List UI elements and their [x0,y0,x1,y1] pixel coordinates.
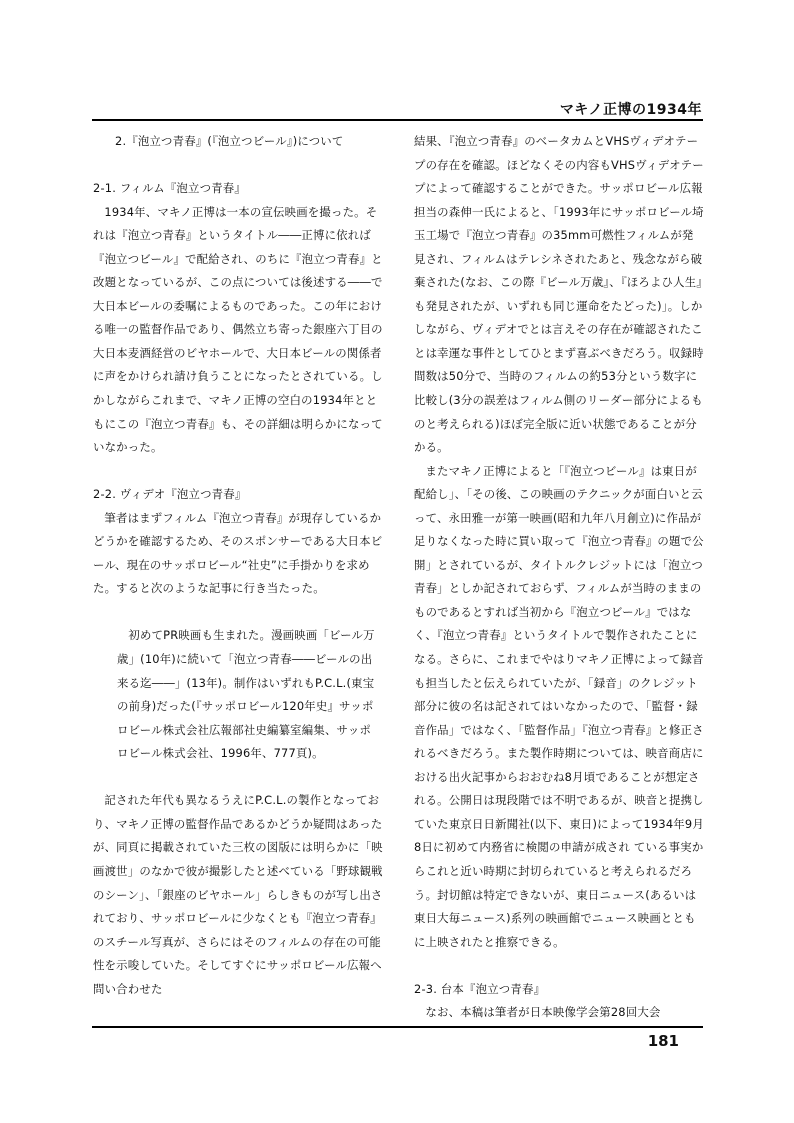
paragraph-2-3: なお、本稿は筆者が日本映像学会第28回大会 [425,1005,661,1020]
subsection-heading-2-1: 2-1. フィルム『泡立つ青春』 [93,181,246,196]
paragraph-2-1: 1934年、マキノ正博は一本の宣伝映画を撮った。それは『泡立つ青春』というタイトル――正博に依れば『泡立つビール』で配給され、のちに『泡立つ青春』と改題となっているが、この点については後述する――で大日本ビールの委嘱によるものであった。この年における唯一の監督作品であり、偶然立ち寄った銀座六丁目の大日本麦酒経営のビヤホールで、大日本ビールの関係者に声をかけられ請け負うことになったとされている。しかしながらこれまで、マキノ正博の空白の1934年とともにこの『泡立つ青春』も、その詳細は明らかになっていなかった。 [93,204,383,455]
block-quote [93,624,383,765]
header-rule [92,119,703,121]
right-column [414,130,704,1025]
footer-rule [92,1026,703,1028]
paragraph-distribution: またマキノ正博によると「『泡立つビール』は東日が配給し」、「その後、この映画のテクニックが面白いと云って、永田雅一が第一映画(昭和九年八月創立)に作品が足りなくなった時に買い取って『泡立つ青春』の題で公開」とされているが、タイトルクレジットには「泡立つ青春」としか記されておらず、フィルムが当時のままのものであるとすれば当初から『泡立つビール』ではなく、『泡立つ青春』というタイトルで製作されたことになる。さらに、これまでやはりマキノ正博によって録音も担当したと伝えられていたが、「録音」のクレジット部分に彼の名は記されてはいなかったので、「監督・録音作品」ではなく、「監督作品」『泡立つ青春』と修正されるべきだろう。また製作時期については、映音商店における出火記事からおおむね8月頃であることが想定される。公開日は現段階では不明であるが、映音と提携していた東京日日新聞社(以下、東日)によって1934年9月8日に初めて内務省に検閲の申請が成され ている事実からこれと近い時期に封切られていると考えられるだろう。封切館は特定できないが、東日ニュース(あるいは東日大毎ニュース)系列の映画館でニュース映画とともに上映されたと推察できる。 [414,463,704,949]
paragraph-2-2: 筆者はまずフィルム『泡立つ青春』が現存しているかどうかを確認するため、そのスポンサーである大日本ビール、現在のサッポロビール“社史”に手掛かりを求めた。すると次のような記事に行き当たった。 [93,510,383,596]
paragraph-continued: 結果、『泡立つ青春』のベータカムとVHSヴィデオテープの存在を確認。ほどなくその内容もVHSヴィデオテープによって確認することができた。サッポロビール広報担当の森伸一氏によると、「1993年にサッポロビール埼玉工場で『泡立つ青春』の35mm可燃性フィルムが発見され、フィルムはテレシネされたあと、残念ながら破棄された(なお、この際『ビール万歳』、『ほろよひ人生』も発見されたが、いずれも同じ運命をたどった)」。しかしながら、ヴィデオでとは言えその存在が確認されたことは幸運な事件としてひとまず喜ぶべきだろう。収録時間数は50分で、当時のフィルムの約53分という数字に比較し(3分の誤差はフィルム側のリーダー部分によるものと考えられる)ほぼ完全版に近い状態であることが分かる。 [414,134,704,455]
left-column [93,130,383,1001]
running-title: マキノ正博の1934年 [559,102,702,118]
quote-text: 初めてPR映画も生まれた。漫画映画「ビール万歳」(10年)に続いて「泡立つ青春――ビールの出来る迄――」(13年)。制作はいずれもP.C.L.(東宝の前身)だった(『サッポロビール120年史』サッポロビール株式会社広報部社史編纂室編集、サッポロビール株式会社、1996年、777頁)。 [117,628,375,761]
subsection-heading-2-3: 2-3. 台本『泡立つ青春』 [414,981,546,996]
subsection-heading-2-2: 2-2. ヴィデオ『泡立つ青春』 [93,487,247,502]
paragraph-after-quote: 記された年代も異なるうえにP.C.L.の製作となっており、マキノ正博の監督作品であるかどうか疑問はあったが、同頁に掲載されていた三枚の図版には明らかに「映画渡世」のなかで彼が撮影したと述べている「野球観戦のシーン」、「銀座のビヤホール」らしきものが写し出されており、サッポロビールに少なくとも『泡立つ青春』のスチール写真が、さらにはそのフィルムの存在の可能性を示唆していた。そしてすぐにサッポロビール広報へ問い合わせた [93,793,383,996]
page-number: 181 [647,1032,679,1050]
section-heading: 2.『泡立つ青春』(『泡立つビール』)について [115,134,344,148]
